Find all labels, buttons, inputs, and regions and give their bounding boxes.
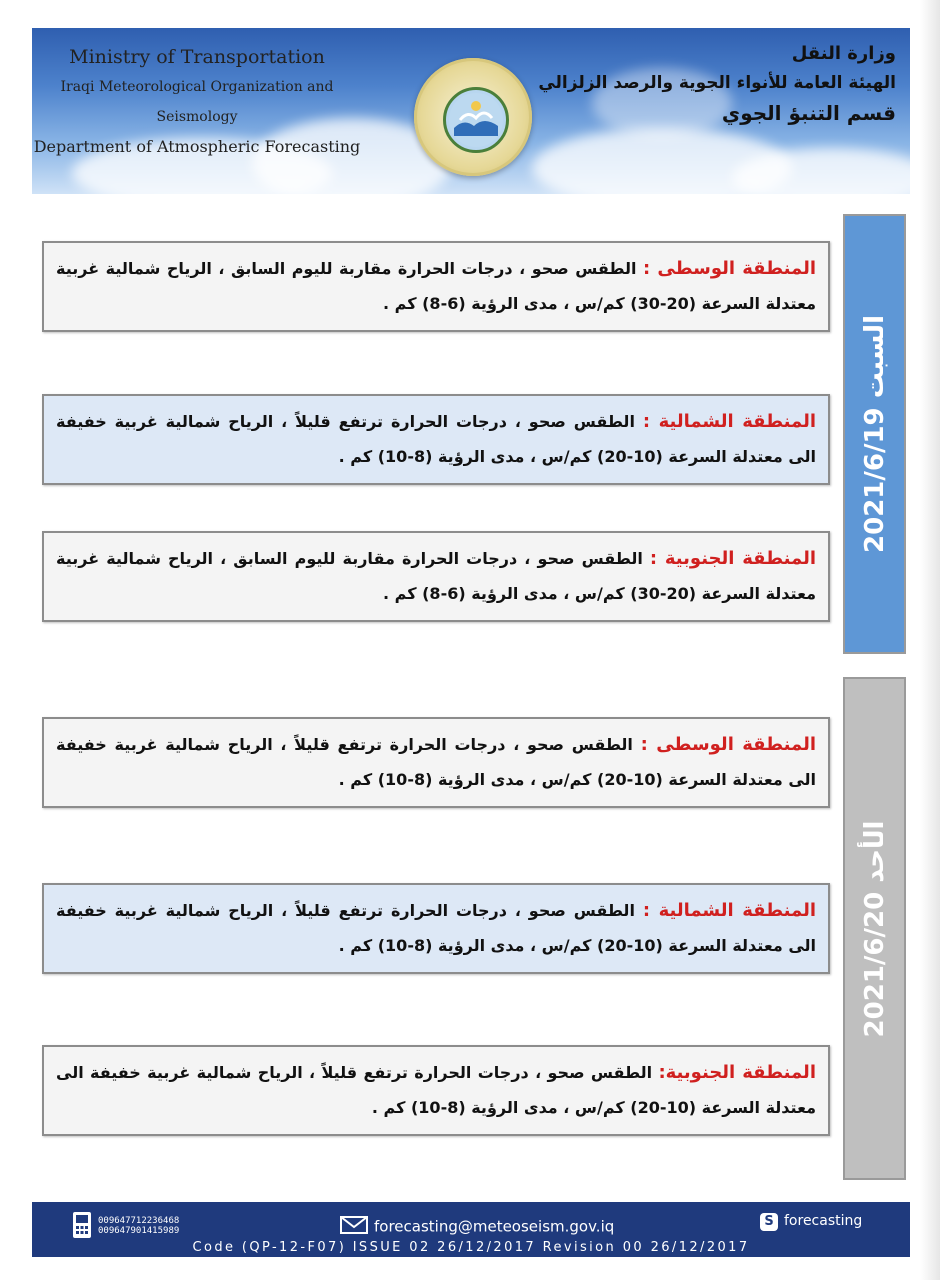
day-band-saturday — [843, 214, 906, 654]
forecast-box — [42, 717, 830, 808]
region-name: المنطقة الشمالية : — [642, 411, 817, 432]
region-name: المنطقة الجنوبية: — [658, 1062, 816, 1083]
forecast-body: الطقس صحو ، درجات الحرارة ترتفع قليلاً ، الرياح شمالية غربية خفيفة الى معتدلة السرعة (10-20) كم/س ، مدى الرؤية (8-10) كم . — [56, 735, 816, 789]
phone-number: 009647901415989 — [98, 1226, 180, 1236]
forecast-box — [42, 883, 830, 974]
forecast-body: الطقس صحو ، درجات الحرارة ترتفع قليلاً ، الرياح شمالية غربية خفيفة الى معتدلة السرعة (10-20) كم/س ، مدى الرؤية (8-10) كم . — [56, 412, 816, 466]
forecast-body: الطقس صحو ، درجات الحرارة ترتفع قليلاً ، الرياح شمالية غربية خفيفة الى معتدلة السرعة (10-20) كم/س ، مدى الرؤية (8-10) كم . — [56, 1063, 816, 1117]
region-name: المنطقة الوسطى : — [640, 734, 816, 755]
mail-icon — [340, 1216, 368, 1238]
day-label: السبت 2021/6/19 — [859, 315, 890, 553]
forecast-body: الطقس صحو ، درجات الحرارة مقاربة لليوم السابق ، الرياح شمالية غربية معتدلة السرعة (20-30) كم/س ، مدى الرؤية (6-8) كم . — [56, 259, 816, 313]
phone-numbers — [98, 1216, 179, 1236]
department-name-ar: قسم التنبؤ الجوي — [721, 101, 896, 125]
forecast-body: الطقس صحو ، درجات الحرارة مقاربة لليوم السابق ، الرياح شمالية غربية معتدلة السرعة (20-30) كم/س ، مدى الرؤية (6-8) كم . — [56, 549, 816, 603]
forecast-text — [56, 893, 816, 963]
phone-number: 009647712236468 — [98, 1216, 180, 1226]
skype-handle[interactable]: forecasting — [784, 1213, 863, 1229]
forecast-text — [56, 1055, 816, 1125]
forecast-box — [42, 394, 830, 485]
forecast-text — [56, 251, 816, 321]
forecast-box — [42, 241, 830, 332]
page-edge-shadow — [920, 0, 940, 1280]
day-label: الأحد 2021/6/20 — [859, 820, 890, 1037]
region-name: المنطقة الشمالية : — [642, 900, 817, 921]
organization-name-ar: الهيئة العامة للأنواء الجوية والرصد الزلزالي — [538, 73, 896, 93]
day-band-sunday — [843, 677, 906, 1180]
forecast-box — [42, 1045, 830, 1136]
email-address[interactable]: forecasting@meteoseism.gov.iq — [374, 1217, 615, 1236]
ministry-name-en: Ministry of Transportation — [69, 46, 325, 68]
department-name-en: Department of Atmospheric Forecasting — [33, 137, 361, 156]
forecast-text — [56, 727, 816, 797]
phone-icon — [70, 1210, 100, 1240]
skype-contact[interactable] — [760, 1213, 862, 1231]
region-name: المنطقة الوسطى : — [642, 258, 817, 279]
skype-icon: S — [760, 1213, 778, 1231]
email-contact[interactable] — [340, 1216, 614, 1238]
ministry-name-ar: وزارة النقل — [791, 43, 896, 64]
forecast-body: الطقس صحو ، درجات الحرارة ترتفع قليلاً ، الرياح شمالية غربية خفيفة الى معتدلة السرعة (10-20) كم/س ، مدى الرؤية (8-10) كم . — [56, 901, 816, 955]
forecast-box — [42, 531, 830, 622]
region-name: المنطقة الجنوبية : — [649, 548, 816, 569]
forecast-text — [56, 404, 816, 474]
document-code: Code (QP-12-F07) ISSUE 02 26/12/2017 Revision 00 26/12/2017 — [192, 1240, 750, 1255]
forecast-text — [56, 541, 816, 611]
organization-name-en: Iraqi Meteorological Organization and Seismology — [60, 79, 334, 125]
footer-bar — [32, 1202, 910, 1257]
